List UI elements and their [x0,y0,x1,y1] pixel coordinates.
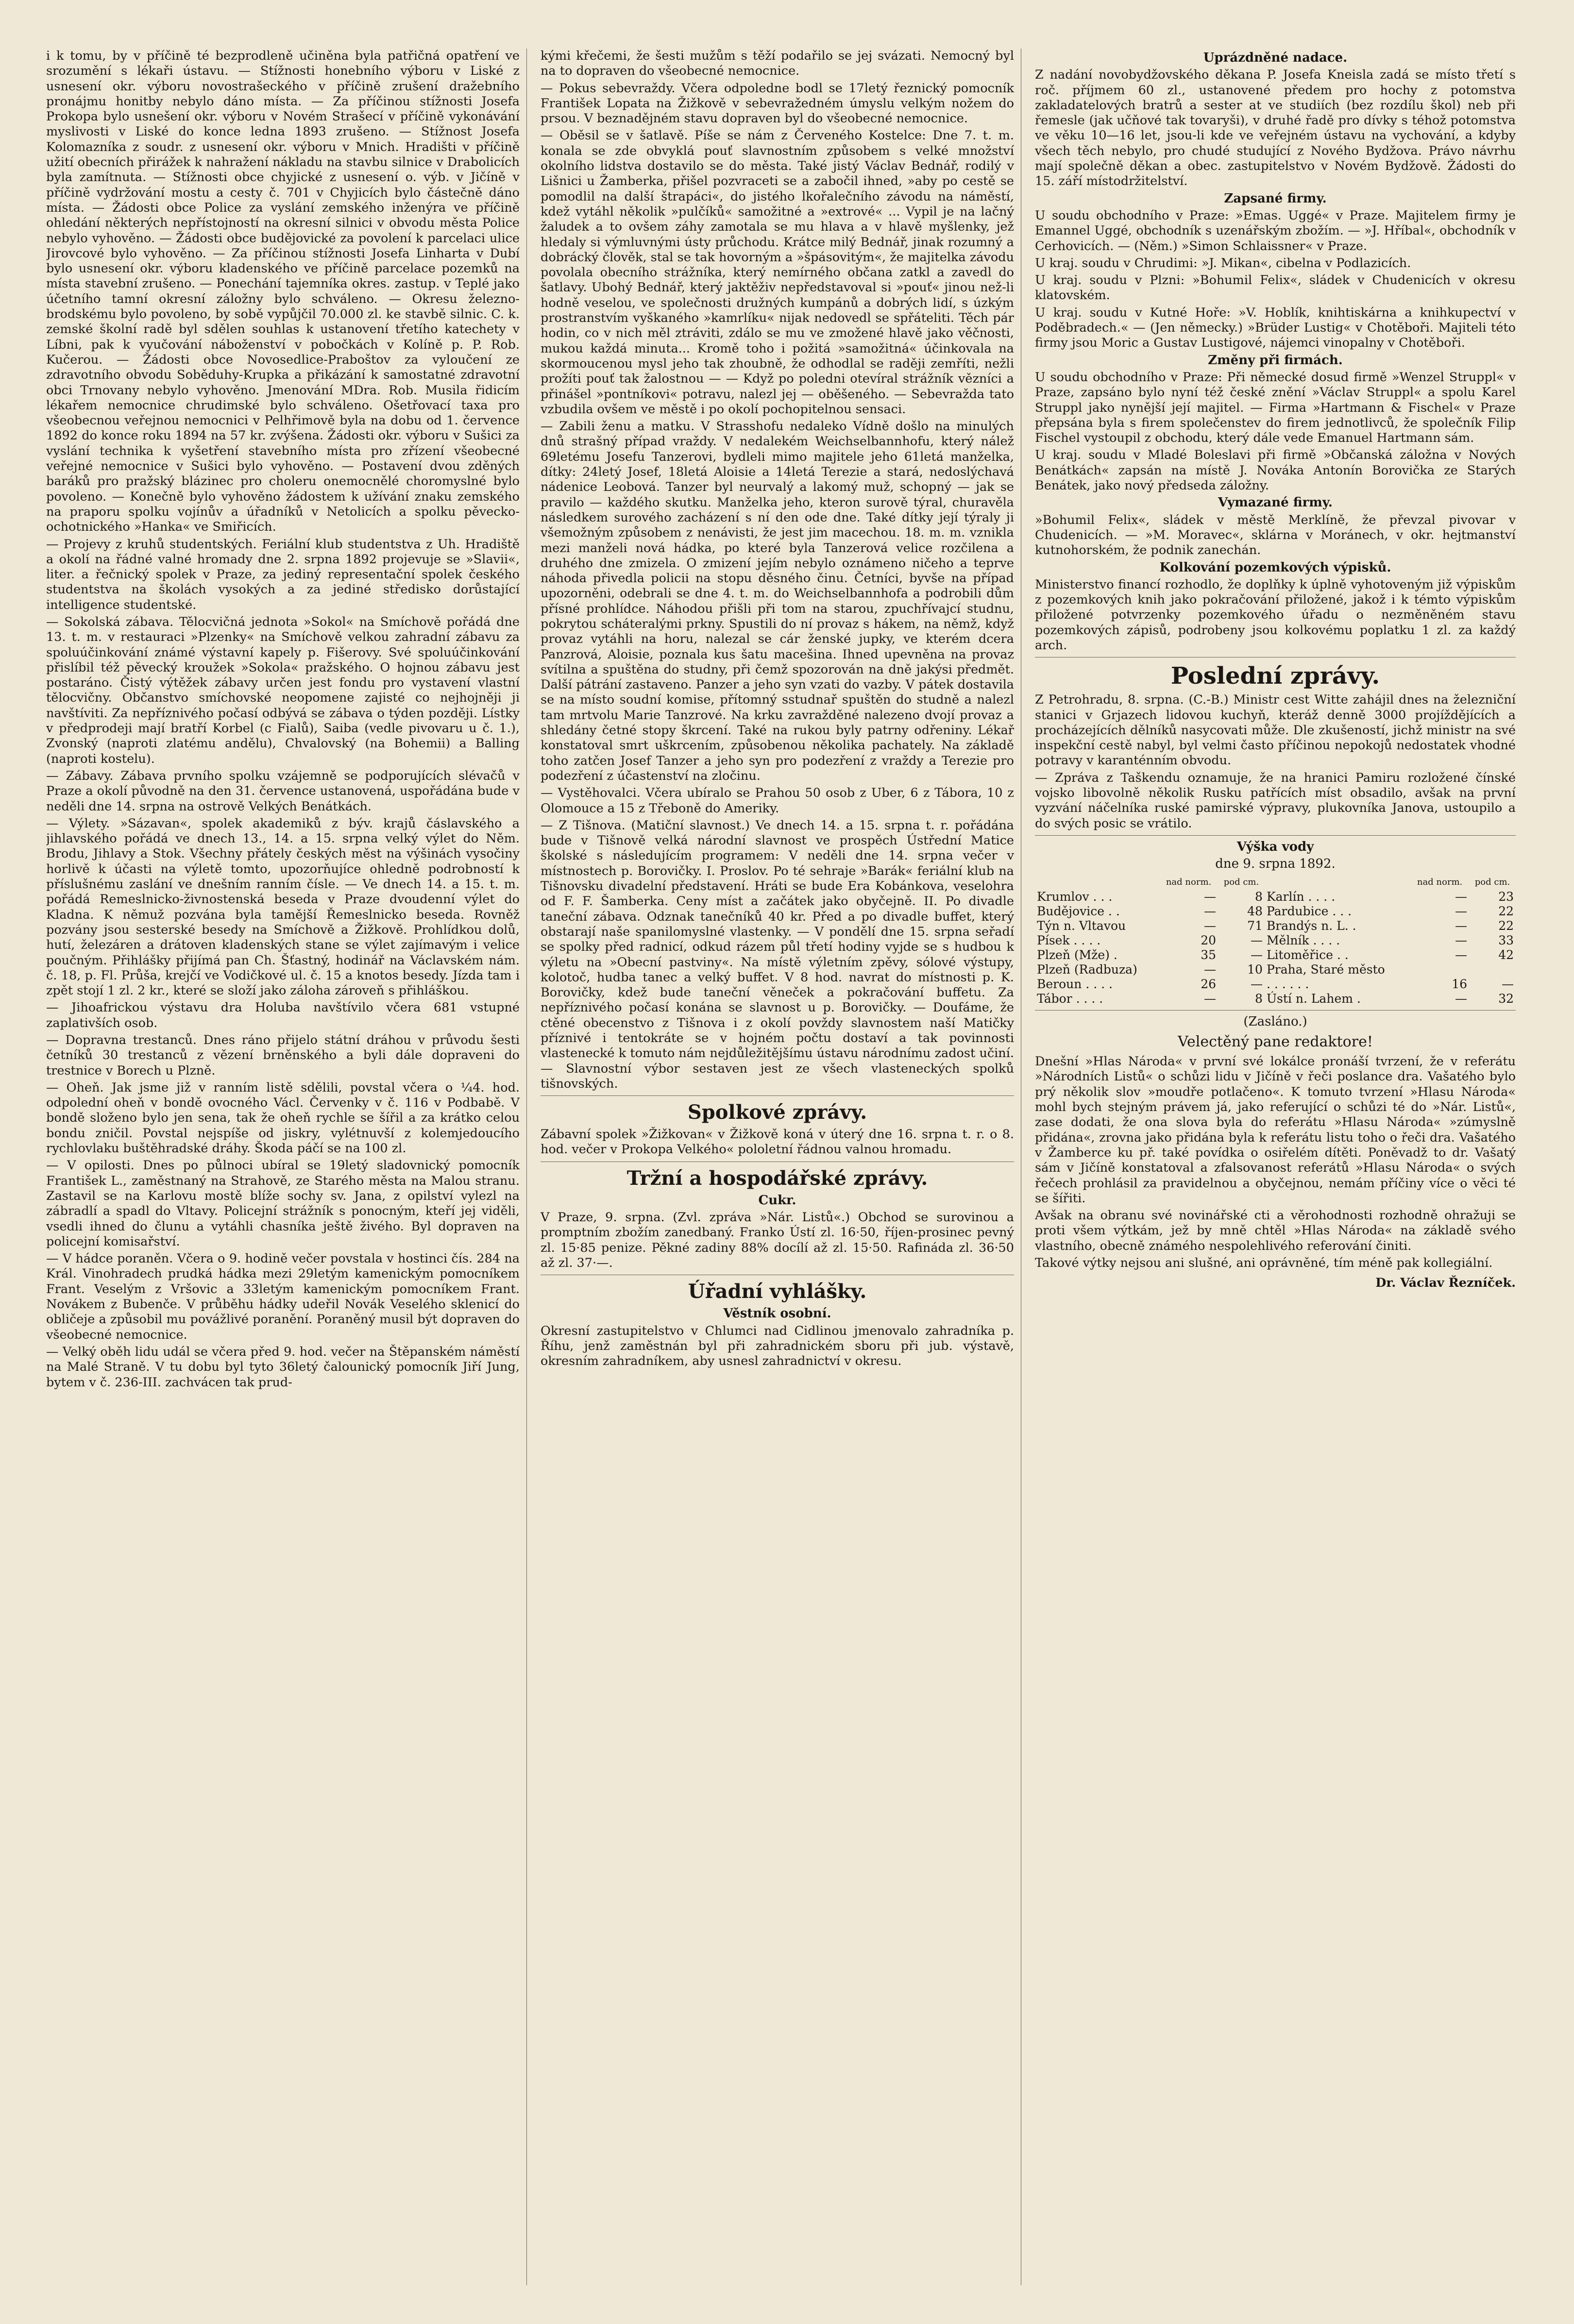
paragraph: U soudu obchodního v Praze: Při německé dosud firmě »Wenzel Struppl« v Praze, zapsáno bylo nyní též české znění »Václav Struppl« a spolu Karel Struppl jako nynější její majitel. — Firma »Hartmann & Fischel« v Praze přepsána byla s firem společenstev do firem jednotlivců, že společník Filip Fischel vystoupil z obchodu, který dále vede Emanuel Hartmann sám. [1035,370,1516,446]
water-header-cell: nad norm. [1417,876,1463,887]
water-header-cell: pod cm. [1474,876,1510,887]
station-name: Písek . . . . [1037,933,1101,947]
station-name: Ústí n. Lahem . [1266,991,1361,1006]
level-below: 42 [1498,947,1514,962]
paragraph: — V opilosti. Dnes po půlnoci ubíral se 19letý sladovnický pomocník František L., zaměstnaný na Strahově, ze Starého města na Malou stranu. Zastavil se na Karlovu mostě blíže sochy sv. Jana, z opilství vylezl na zábradlí a spadl do Vltavy. Policejní strážník s ponocným, kteří jej viděli, vsedli ihned do člunu a vytáhli chasníka ještě živého. Byl dopraven na policejní komisařství. [46,1158,520,1249]
station-name: Plzeň (Mže) . [1037,947,1117,962]
level-above: — [1204,918,1216,933]
station-name: Karlín . . . . [1266,889,1336,904]
station-name: Beroun . . . . [1037,977,1113,991]
level-above: — [1455,904,1468,918]
water-level-table [1035,875,1516,1006]
heading-vymazane: Vymazané firmy. [1218,495,1333,510]
level-below: 32 [1498,991,1514,1006]
level-above: — [1455,991,1468,1006]
water-header-cell [1035,875,1159,890]
heading-zmeny: Změny při firmách. [1208,353,1343,368]
level-above: — [1204,889,1216,904]
station-name: Mělník . . . . [1266,933,1340,947]
paragraph: Dnešní »Hlas Národa« v první své lokálce pronáší tvrzení, že v referátu »Národních Listů« o schůzi lidu v Jičíně v řeči poslance dra. Vašatého bylo prý několik slov »moudře potlačeno«. K tomuto tvrzení »Hlasu Národa« mohl bych stejným právem já, jako referující o schůzi té do »Nár. Listů«, zase dodati, že ona slova byla do referátu »Hlasu Národa« »zúmyslně přidána«, zrovna jako přidána byla k referátu listu toho o řeči dra. Vašatého v Žamberce ku př. také povídka o osiřelém dítěti. Poněvadž to dr. Vašatý sám v Jičíně konstatoval a zfalsovanost referátů »Hlasu Národa« o svých řečech prohlásil za pravidelnou a obyčejnou, nemám příčiny více o věci té se šířiti. [1035,1054,1516,1206]
column-1 [46,49,527,2285]
paragraph: — Oheň. Jak jsme již v ranním listě sdělili, povstal včera o ¼4. hod. odpolední oheň v bondě ovocného Václ. Červenky v č. 116 v Podbabě. V bondě složeno bylo jen sena, tak že oheň rychle se šířil a za krátko celou bondu zničil. Povstal nejspíše od jiskry, vylétnuvší z kolemjedoucího rychlovlaku buštěhradské dráhy. Škoda páčí se na 100 zl. [46,1080,520,1156]
section-heading-uredni: Úřadní vyhlášky. [688,1280,867,1303]
heading-nadace: Uprázdněné nadace. [1203,51,1348,65]
level-above: — [1204,904,1216,918]
station-name: Tábor . . . . [1037,991,1103,1006]
paragraph: — Zábavy. Zábava prvního spolku vzájemně se podporujících slévačů v Praze a okolí původně na den 31. července ustanovená, uspořádána bude v neděli dne 14. srpna na ostrově Velkých Benátkách. [46,768,520,814]
water-title: Výška vody [1236,839,1314,854]
level-above: 35 [1201,947,1216,962]
table-row [1035,919,1516,933]
paragraph: — V hádce poraněn. Včera o 9. hodině večer povstala v hostinci čís. 284 na Král. Vinohradech prudká hádka mezi 29letým kamenickým pomocníkem Frant. Veselým z Vršovic a 33letým kamenickým pomocníkem Frant. Novákem z Bubenče. V průběhu hádky udeřil Novák Veselého sklenicí do obličeje a způsobil mu povážlivé poranění. Poraněný musil být dopraven do všeobecné nemocnice. [46,1251,520,1342]
level-below: 23 [1498,889,1514,904]
column-3 [1035,49,1516,2285]
station-name: Týn n. Vltavou [1037,918,1126,933]
table-row [1035,904,1516,919]
water-header-cell [1265,875,1410,890]
paragraph: — Jihoafrickou výstavu dra Holuba navštívilo včera 681 vstupné zaplativších osob. [46,1000,520,1030]
level-above: — [1455,918,1468,933]
level-below [1469,962,1516,977]
level-above: 16 [1452,977,1468,991]
level-above: — [1455,947,1468,962]
level-above: 26 [1201,977,1216,991]
paragraph: Takové výtky nejsou ani slušné, ani oprávněné, tím méně pak kollegiální. [1035,1256,1493,1270]
water-date: dne 9. srpna 1892. [1215,857,1336,872]
paragraph: — Sokolská zábava. Tělocvičná jednota »Sokol« na Smíchově pořádá dne 13. t. m. v restauraci »Plzenky« na Smíchově velkou zahradní zábavu za spoluúčinkování známé výstavní kapely p. Fišerovy. Své spoluúčinkování přislíbil též pěvecký kroužek »Sokola« pražského. O hojnou zábavu jest postaráno. Čistý výtěžek zábavy určen jest fondu pro vystavení vlastní tělocvičny. Občanstvo smíchovské neopomene zajisté co nejhojněji ji navštíviti. Za nepříznivého počasí odbývá se zábava o týden později. Lístky v předprodeji mají bratří Korbel (c Fialů), Saiba (vedle pivovaru u č. 1.), Zvonský (naproti zlatému andělu), Chvalovský (na Bohemii) a Balling (naproti kostelu). [46,614,520,766]
paragraph: U kraj. soudu v Mladé Boleslavi při firmě »Občanská záložna v Nových Benátkách« zapsán na místě J. Nováka Antonín Borovička ze Starých Benátek, jako nový předseda záložny. [1035,448,1516,493]
level-below: — [1502,977,1514,991]
station-name: Brandýs n. L. . [1266,918,1356,933]
level-below: — [1250,977,1263,991]
paragraph: Ministerstvo financí rozhodlo, že doplňky k úplně vyhotoveným již výpiskům z pozemkových knih jako pokračování přiložené, jakož i k témto výpiskům přiložené potvrzenky pozemkového úřadu o nezměněném stavu pozemkových zápisů, podrobeny jsou kolkovému poplatku 1 zl. za každý arch. [1035,577,1516,653]
column-2 [541,49,1021,2285]
level-below: 10 [1247,962,1263,977]
paragraph: U soudu obchodního v Praze: »Emas. Uggé« v Praze. Majitelem firmy je Emannel Uggé, obchodník s uzenářským zbožím. — »J. Hříbal«, obchodník v Cerhovicích. — (Něm.) »Simon Schlaissner« v Praze. [1035,208,1516,253]
paragraph: Avšak na obranu své novinářské cti a věrohodnosti rozhodně ohražuji se proti všem výtkám, jež by mně chtěl »Hlas Národa« na základě svého vlastního, obecně známého nespolehlivého referování činiti. [1035,1208,1516,1253]
divider [541,1095,1014,1096]
heading-kolkovani: Kolkování pozemkových výpisků. [1159,560,1391,575]
level-above: — [1455,933,1468,947]
paragraph: U kraj. soudu v Chrudimi: »J. Mikan«, cibelna v Podlazicích. [1035,255,1411,270]
heading-zapsane-firmy: Zapsané firmy. [1224,191,1327,206]
columns [46,49,1516,2285]
water-header-cell: nad norm. [1166,876,1212,887]
station-name: Budějovice . . [1037,904,1120,918]
paragraph: — Projevy z kruhů studentských. Feriální klub studentstva z Uh. Hradiště a okolí na řádné valné hromady dne 2. srpna 1892 projevuje se »Slavii«, liter. a řečnický spolek v Praze, za jediný representační spolek českého studentstva na školách vysokých a za jediné středisko dorůstající intelligence studentské. [46,537,520,612]
station-name: . . . . . . [1266,977,1309,991]
level-below: 22 [1498,918,1514,933]
paragraph: — Zabili ženu a matku. V Strasshofu nedaleko Vídně došlo na minulých dnů strašný případ vraždy. V nedalekém Weichselbannhofu, který nálež 69letému Josefu Tanzerovi, bydleli mimo majitele jeho 61letá manželka, dítky: 24letý Josef, 18letá Aloisie a 14letá Terezie a stará, nedoslýchavá nádenice Leobová. Tanzer byl neurvalý a lakomý muž, schopný — jak se pravilo — každého skutku. Manželka jeho, kteron surově týral, churavěla následkem surového zacházení s ní den ode dne. Také dítky její týraly ji všemožným způsobem z nenávisti, že jest jim macechou. 18. m. m. vznikla mezi manželi nová hádka, po které byla Tanzerová velice rozčilena a druhého dne zmizela. O zmizení jejím nebylo oznámeno ničeho a teprve náhoda přivedla policii na stopu děsného činu. Četníci, byvše na případ upozorněni, odebrali se dne 4. t. m. do Weichselbannhofa a podrobili dům přísné prohlídce. Náhodou přišli při tom na starou, zpuchřívajcí studnu, pokrytou scháteralými prkny. Spustili do ní provaz s hákem, na němž, když provaz vytáhli na horu, nalezal se cár ženské jupky, ve kterém dcera Panzrová, Aloisie, poznala kus šatu macešina. Ihned upevněna na provaz svítilna a spuštěna do studny, při čemž spozorován na dně jakýsi předmět. Další pátrání zastaveno. Panzer a jeho syn vzati do vazby. V pátek dostavila se na místo soudní komise, přítomný sstudnař spuštěn do studně a nalezl tam mrtvolu Marie Tanzrové. Na krku zavražděné nalezeno dvojí provaz a shledány četné stopy škrcení. Také na rukou byly patrny odřeniny. Lékař konstatoval smrt uškrcením, způsobenou několika pachately. Na základě toho zatčen Josef Tanzer a jeho syn pro podezření z vraždy a Terezie pro podezření z účastenství na zločinu. [541,419,1014,783]
paragraph: — Dopravna trestanců. Dnes ráno přijelo státní dráhou v průvodu šesti četníků 30 trestanců z vězení brněnského a byli dále dopraveni do trestnice v Borech u Plzně. [46,1033,520,1078]
level-below: 33 [1498,933,1514,947]
level-below: 48 [1247,904,1263,918]
station-name: Praha, Staré město [1266,962,1385,977]
level-above: — [1204,991,1216,1006]
paragraph: Okresní zastupitelstvo v Chlumci nad Cidlinou jmenovalo zahradníka p. Říhu, jenž zaměstnán byl při zahradnickém sboru při jub. výstavě, okresním zahradníkem, aby usnesl zahradnictví v okresu. [541,1323,1014,1369]
level-below: 22 [1498,904,1514,918]
level-above: 20 [1201,933,1216,947]
paragraph: Z nadání novobydžovského děkana P. Josefa Kneisla zadá se místo třetí s roč. příjmem 60 zl., ustanovené předem pro hochy z potomstva zakladatelových bratrů a sester at ve studiích (bez rozdílu škol) neb při řemesle (jak učňové tak tovaryši), v druhé řadě pro dívky s téhož potomstva ve věku 10—16 let, jsou-li kde ve veřejném ústavu na vychování, a kdyby všech těch nebylo, pro chudé studující z Nového Bydžova. Právo návrhu mají společně děkan a obec. zastupitelstvo v Novém Bydžově. Žádosti do 15. září místodržitelství. [1035,67,1516,189]
level-above: — [1455,889,1468,904]
water-header-cell: pod cm. [1223,876,1259,887]
subheading-cukr: Cukr. [758,1193,796,1208]
paragraph: U kraj. soudu v Kutné Hoře: »V. Hoblík, knihtiskárna a knihkupectví v Poděbradech.« — (Jen německy.) »Brüder Lustig« v Chotěboři. Majiteli této firmy jsou Moric a Gustav Lustigové, nájemci vinopalny v Chotěboři. [1035,305,1516,351]
table-row [1035,962,1516,977]
level-below: 8 [1255,991,1263,1006]
paragraph: — Výlety. »Sázavan«, spolek akademiků z býv. krajů čáslavského a jihlavského pořádá ve dnech 13., 14. a 15. srpna velký výlet do Něm. Brodu, Jihlavy a Stok. Všechny přátely českých měst na výšinách vysočiny horlivě k účasti na výletě tomto, upozorňujíce ohledně podrobností k příslušnému zaslání ve dnešním ranním čísle. — Ve dnech 14. a 15. t. m. pořádá Remeslnicko-živnostenská beseda v Praze dvoudenní výlet do Kladna. K němuž pozvána byla tamější Řemeslnicko beseda. Rovněž pozvány jsou sesterské besedy na Smíchově a Žižkově. Prohlídkou dolů, hutí, železáren a drátoven kladenských stane se výlet zajímavým i velice poučným. Přihlášky přijímá pan Ch. Šťastný, hodinář na Václavském nám. č. 18, p. Fl. Průša, krejčí ve Vodičkové ul. č. 15 a knotos besedy. Jízda tam i zpět stojí 1 zl. 2 kr., které se složí jako záloha zároveň s přihláškou. [46,816,520,998]
level-above [1410,962,1469,977]
paragraph: — Z Tišnova. (Matiční slavnost.) Ve dnech 14. a 15. srpna t. r. pořádána bude v Tišnově velká národní slavnost ve prospěch Ústřední Matice školské s následujícím programem: V neděli dne 14. srpna večer v místnostech p. Borovičky. I. Proslov. Po té sehraje »Barák« feriální klub na Tišnovsku divadelní představení. Hráti se bude Era Kobánkova, veselohra od F. F. Šamberka. Ceny míst a začátek jako obyčejně. II. Po divadle taneční zábava. Odznak tanečníků 40 kr. Před a po divadle buffet, který obstarají naše spanilomyslné vlastenky. — V pondělí dne 15. srpna seřadí se spolky před radnicí, odkud rázem půl třetí hodiny vyjde se s hudbou k výletu na »Obecní pastviny«. Na místě výletním zpěvy, sólové výstupy, kolotoč, hudba tanec a velký buffet. V 8 hod. navrat do místnosti p. K. Borovičky, kdež bude taneční věneček a pokračování buffetu. Za nepříznivého počasí konána se slavnost u p. Borovičky. — Doufáme, že ctěné obecenstvo z Tišnova i z okolí povždy slavnostem naší Matičky příznivé i tentokráte se v hojném počtu dostaví a tak povinnosti vlastenecké k tomuto nám nejdůležitějšímu ústavu národnímu zadost učiní. — Slavnostní výbor sestaven jest ze všech vlasteneckých spolků tišnovských. [541,818,1014,1091]
paragraph: — Pokus sebevraždy. Včera odpoledne bodl se 17letý řeznický pomocník František Lopata na Žižkově v sebevražedném úmyslu velkým nožem do prsou. V beznadějném stavu dopraven byl do všeobecné nemocnice. [541,81,1014,126]
salutation: Velectěný pane redaktore! [1178,1033,1373,1050]
paragraph: kými křečemi, že šesti mužům s těží podařilo se jej svázati. Nemocný byl na to dopraven do všeobecné nemocnice. [541,49,1014,79]
station-name: Pardubice . . . [1266,904,1352,918]
table-row [1035,890,1516,904]
level-below: 8 [1255,889,1263,904]
paragraph: — Vystěhovalci. Včera ubíralo se Prahou 50 osob z Uber, 6 z Tábora, 10 z Olomouce a 15 z Třeboně do Ameriky. [541,786,1014,816]
paragraph: — Oběsil se v šatlavě. Píše se nám z Červeného Kostelce: Dne 7. t. m. konala se zde obvyklá pouť slavnostním způsobem s velké množství okolního lidstva dostavilo se do města. Také jistý Václav Bednář, rodilý v Lišnici u Žamberka, přišel pozvraceti se a zabočil ihned, »aby po cestě se pomodlil na další štrapáci«, do jistého lkořalečního závodu na náměstí, kdež vytáhl několik »pulčíků« samožitné a »extrové« ... Vypil je na lačný žaludek a to ovšem záhy zamotala se mu hlava a v hlavě myšlenky, jež hledaly si výmluvnými ústy průchodu. Krátce milý Bednář, jinak rozumný a dobrácký člověk, stal se tak hovorným a »špásovitým«, že majitelka závodu povolala obecního strážníka, který nemírného občana zatkl a zavedl do šatlavy. Ubohý Bednář, který jaktěživ nepředstavoval si »pouť« jinou než-li hodně veselou, ve společnosti družných kumpánů a dobrých lidí, s úzkým prostranstvím vyškaného »kamrlíku« nijak nedovedl se spřáteliti. Těch pár hodin, co v nich měl ztráviti, zdálo se mu ve zmožené hlavě jako věčnosti, mukou každá minuta... Kromě toho i požitá »samožitná« účinkovala na skormoucenou mysl jeho tak zhoubně, že odhodlal se raději zemříti, nežli prožíti pouť tak žalostnou — — Když po poledni otevíral strážník vězníci a přinášel »pontníkovi« potravu, nalezl jej — oběšeného. — Sebevražda tato vzbudila ovšem ve městě i po okolí pochopitelnou sensaci. [541,128,1014,417]
paragraph: »Bohumil Felix«, sládek v městě Merklíně, že převzal pivovar v Chudenicích. — »M. Moravec«, sklárna v Moránech, v okr. hejtmanství kutnohorském, že podnik zanechán. [1035,512,1516,558]
water-header [1035,875,1516,890]
divider [1035,835,1516,836]
level-below: 71 [1247,918,1263,933]
subheading-vestnik: Věstník osobní. [723,1306,831,1321]
zaslano-label: (Zasláno.) [1243,1014,1307,1029]
table-row [1035,948,1516,962]
station-name: Krumlov . . . [1037,889,1113,904]
signature: Dr. Václav Řezníček. [1375,1276,1516,1291]
heading-posledni-zpravy: Poslední zprávy. [1170,662,1380,690]
table-row [1035,933,1516,948]
section-heading-trzni: Tržní a hospodářské zprávy. [626,1166,928,1190]
paragraph: U kraj. soudu v Plzni: »Bohumil Felix«, sládek v Chudenicích v okresu klatovském. [1035,273,1516,303]
level-above: — [1204,962,1216,977]
paragraph: i k tomu, by v příčině té bezprodleně učiněna byla patřičná opatření ve srozumění s lékaři ústavu. — Stížnosti honebního výboru v Liské z usnesení okr. výboru novostrašeckého v příčině zrušení dražebního pronájmu honitby nebylo dáno místa. — Za příčinou stížnosti Josefa Prokopa bylo usnešení okr. výboru v Novém Strašecí v příčině vykonávání myslivosti v Liské do konce ledna 1893 zrušeno. — Stížnost Josefa Kolomazníka z soudr. z usnesení okr. výboru v Mnich. Hradišti v příčině užití obecních přirážek k nahražení nákladu na stavbu silnice v Drabolicích byla zamítnuta. — Stížnosti obce chyjické z usnesení o. výb. v Jičíně v příčině vydržování mostu a cesty č. 701 v Chyjicích bylo částečně dáno místa. — Žádosti obce Police za vyslání zemského inženýra ve příčině ohledání některých nepřístojností na okresní silnici v obvodu města Police nebylo vyhověno. — Žádosti obce budějovické za povolení k parcelaci ulice Jirovcové bylo vyhověno. — Za příčinou stížnosti Josefa Linharta v Dubí bylo usnesení okr. výboru kladenského ve příčině parcelace pozemků na místa stavební zrušeno. — Ponechání tajemníka okres. zastup. v Teplé jako účetního tamní okresní záložny bylo schváleno. — Okresu železno-brodskému bylo povoleno, by sobě vypůjčil 70.000 zl. ke stavbě silnic. C. k. zemské školní radě byl sdělen souhlas k ustanovení třetího katechety v Líbni, pak k vyučování náboženství v pobočkách v Kolíně p. P. Rob. Kučerou. — Žádosti obce Novosedlice-Praboštov za vyloučení ze zdravotního obvodu Soběduhy-Krupka a přikázání k samostatné zdravotní obci Trnovany nebylo vyhověno. Jmenování MDra. Rob. Musila řidicím lékařem nemocnice chrudimské bylo schváleno. Ošetřovací taxa pro všeobecnou veřejnou nemocnici v Pelhřimově byla na dobu od 1. července 1892 do konce roku 1894 na 57 kr. zvýšena. Žádosti okr. výboru v Sušici za vyslání technika k vyšetření stavebního místa pro zřízení všeobecné veřejné nemocnice v Sušici bylo vyhověno. — Postavení dvou zděných baráků pro pražský blázinec pro choleru onemocnělé choromyslné bylo povoleno. — Konečně bylo vyhověno žádostem k užívání znaku zemského na praporu spolku vojínův a úřadníků v Netolicích a spolku pěvecko-ochotnického »Hanka« ve Smiřicích. [46,49,520,535]
paragraph: — Velký oběh lidu udál se včera před 9. hod. večer na Štěpanském náměstí na Malé Straně. V tu dobu byl tyto 36letý čalounický pomocník Jiří Jung, bytem v č. 236-III. zachvácen tak prud- [46,1344,520,1390]
table-row [1035,992,1516,1006]
paragraph: Z Petrohradu, 8. srpna. (C.-B.) Ministr cest Witte zahájil dnes na železniční stanici v Grjazech lidovou kuchyň, kteráž denně 3000 projíždějících a procházejících dělníků nasycovati může. Dle zkušeností, jichž ministr na své inspekční cestě nabyl, byl velmi často příčinou nepokojů nedostatek vhodné potravy v karanténním obvodu. [1035,692,1516,768]
station-name: Plzeň (Radbuza) [1037,962,1137,977]
paragraph: V Praze, 9. srpna. (Zvl. zpráva »Nár. Listů«.) Obchod se surovinou a promptním zbožím zanedbaný. Franko Ústí zl. 16·50, říjen-prosinec pevný zl. 15·85 penize. Pěkné zadiny 88% docílí až zl. 15·50. Rafináda zl. 36·50 až zl. 37·—. [541,1210,1014,1270]
table-row [1035,977,1516,992]
section-heading-spolkove: Spolkové zprávy. [687,1101,867,1124]
paragraph: — Zpráva z Taškendu oznamuje, že na hranici Pamiru rozložené čínské vojsko libovolně několik Rusku patřících míst obsadilo, avšak na první vyzvání náčelníka ruské pamirské výpravy, plukovníka Janova, ustoupilo a do svých posic se vrátilo. [1035,770,1516,831]
paragraph: Zábavní spolek »Žižkovan« v Žižkově koná v úterý dne 16. srpna t. r. o 8. hod. večer v Prokopa Velkého« pololetní řádnou valnou hromadu. [541,1127,1014,1157]
station-name: Litoměřice . . [1266,947,1349,962]
level-below: — [1250,947,1263,962]
level-below: — [1250,933,1263,947]
